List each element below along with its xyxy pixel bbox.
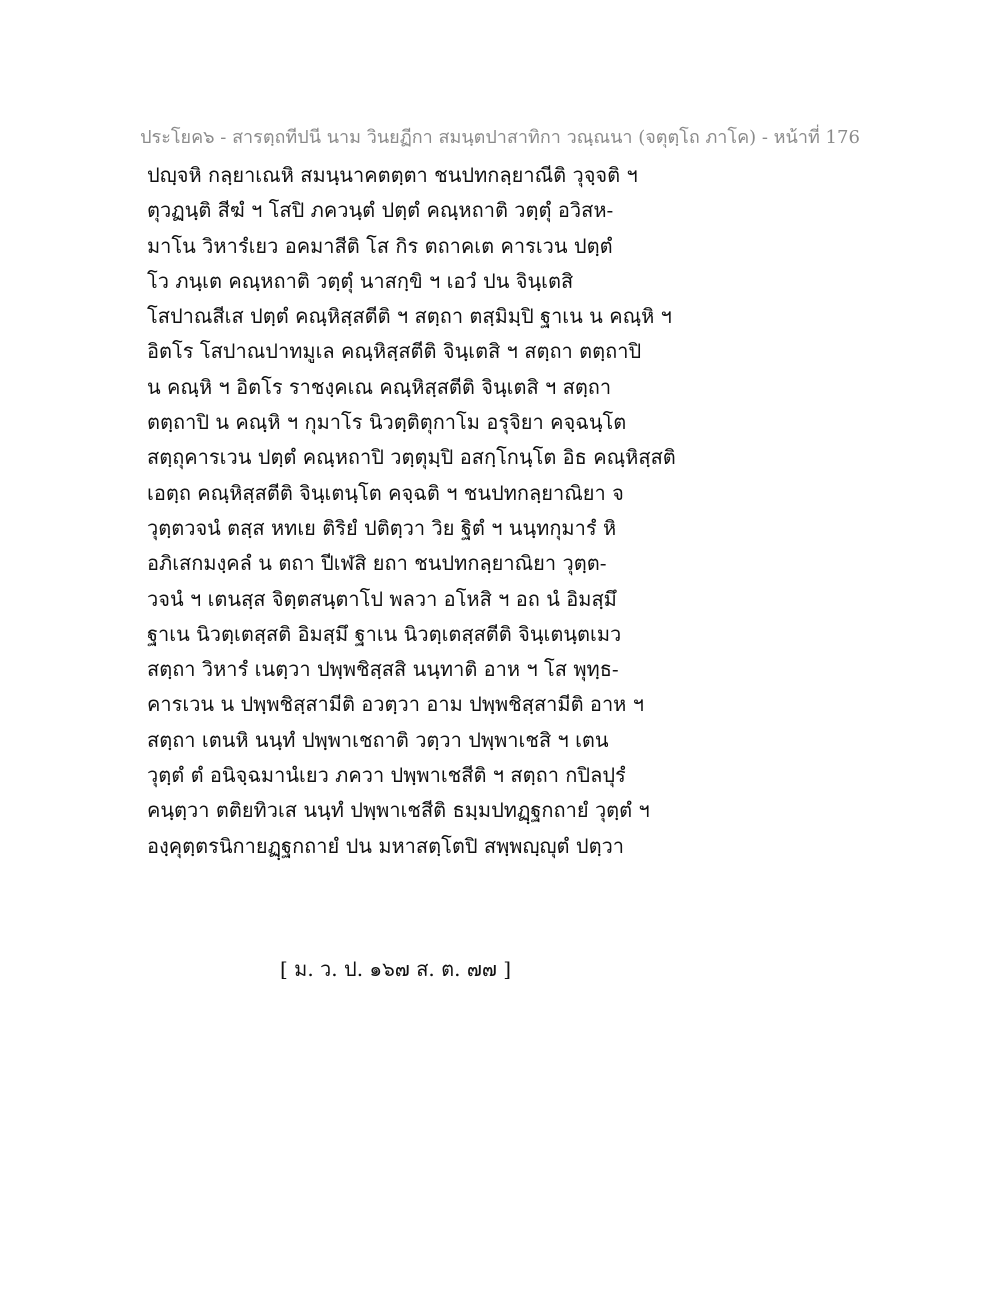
text-line: ปญฺจหิ กลฺยาเณหิ สมนฺนาคตตฺตา ชนปทกลฺยาณีติ วุจฺจติ ฯ <box>147 163 638 187</box>
text-line: สตฺถุคารเวน ปตฺตํ คณฺหถาปิ วตฺตุมฺปิ อสกฺโกนฺโต อิธ คณฺหิสฺสติ <box>147 445 676 470</box>
text-line: มาโน วิหารํเยว อคมาสีติ โส กิร ตถาคเต คารเวน ปตฺตํ <box>147 233 613 258</box>
text-line: น คณฺหิ ฯ อิตโร ราชงฺคเณ คณฺหิสฺสตีติ จินฺเตสิ ฯ สตฺถา <box>147 374 612 399</box>
text-line: อภิเสกมงฺคลํ น ตถา ปีเฬสิ ยถา ชนปทกลฺยาณิยา วุตฺต- <box>147 551 607 576</box>
text-line: องฺคุตฺตรนิกายฏฺฐกถายํ ปน มหาสตฺโตปิ สพฺพญฺญุตํ ปตฺวา <box>147 833 625 858</box>
text-line: โว ภนฺเต คณฺหถาติ วตฺตุํ นาสกฺขิ ฯ เอวํ ปน จินฺเตสิ <box>147 268 574 293</box>
citation-reference: [ ม. ว. ป. ๑๖๗ ส. ต. ๗๗ ] <box>280 957 512 981</box>
text-line: คนฺตฺวา ตติยทิวเส นนฺทํ ปพฺพาเชสีติ ธมฺมปทฏฺฐกถายํ วุตฺตํ ฯ <box>147 798 650 823</box>
text-line: ตุวฏนฺติ สีฆํ ฯ โสปิ ภควนฺตํ ปตฺตํ คณฺหถาติ วตฺตุํ อวิสห- <box>147 198 614 223</box>
text-line: ฐาเน นิวตฺเตสฺสติ อิมสฺมึ ฐาเน นิวตฺเตสฺสตีติ จินฺเตนฺตเมว <box>147 621 622 646</box>
running-header: ประโยค๖ - สารตฺถทีปนี นาม วินยฏีกา สมนฺตปาสาทิกา วณฺณนา (จตุตฺโถ ภาโค) - หน้าที่ 176 <box>140 127 860 148</box>
text-line: สตฺถา วิหารํ เนตฺวา ปพฺพชิสฺสสิ นนฺทาติ อาห ฯ โส พุทฺธ- <box>147 657 619 682</box>
text-line: คารเวน น ปพฺพชิสฺสามีติ อวตฺวา อาม ปพฺพชิสฺสามีติ อาห ฯ <box>147 692 644 717</box>
text-line: อิตโร โสปาณปาทมูเล คณฺหิสฺสตีติ จินฺเตสิ ฯ สตฺถา ตตฺถาปิ <box>147 339 642 364</box>
text-line: โสปาณสีเส ปตฺตํ คณฺหิสฺสตีติ ฯ สตฺถา ตสฺมิมฺปิ ฐาเน น คณฺหิ ฯ <box>147 304 672 329</box>
body-text <box>147 158 707 864</box>
text-line: ตตฺถาปิ น คณฺหิ ฯ กุมาโร นิวตฺติตุกาโม อรุจิยา คจฺฉนฺโต <box>147 410 627 435</box>
text-line: วุตฺตวจนํ ตสฺส หทเย ติริยํ ปติตฺวา วิย ฐิตํ ฯ นนฺทกุมารํ หิ <box>147 515 617 540</box>
text-line: วุตฺตํ ตํ อนิจฺฉมานํเยว ภควา ปพฺพาเชสีติ ฯ สตฺถา กปิลปุรํ <box>147 763 626 788</box>
text-line: เอตฺถ คณฺหิสฺสตีติ จินฺเตนฺโต คจฺฉติ ฯ ชนปทกลฺยาณิยา จ <box>147 480 624 505</box>
text-line: สตฺถา เตนหิ นนฺทํ ปพฺพาเชถาติ วตฺวา ปพฺพาเชสิ ฯ เตน <box>147 727 609 752</box>
text-line: วจนํ ฯ เตนสฺส จิตฺตสนฺตาโป พลวา อโหสิ ฯ อถ นํ อิมสฺมึ <box>147 586 617 611</box>
